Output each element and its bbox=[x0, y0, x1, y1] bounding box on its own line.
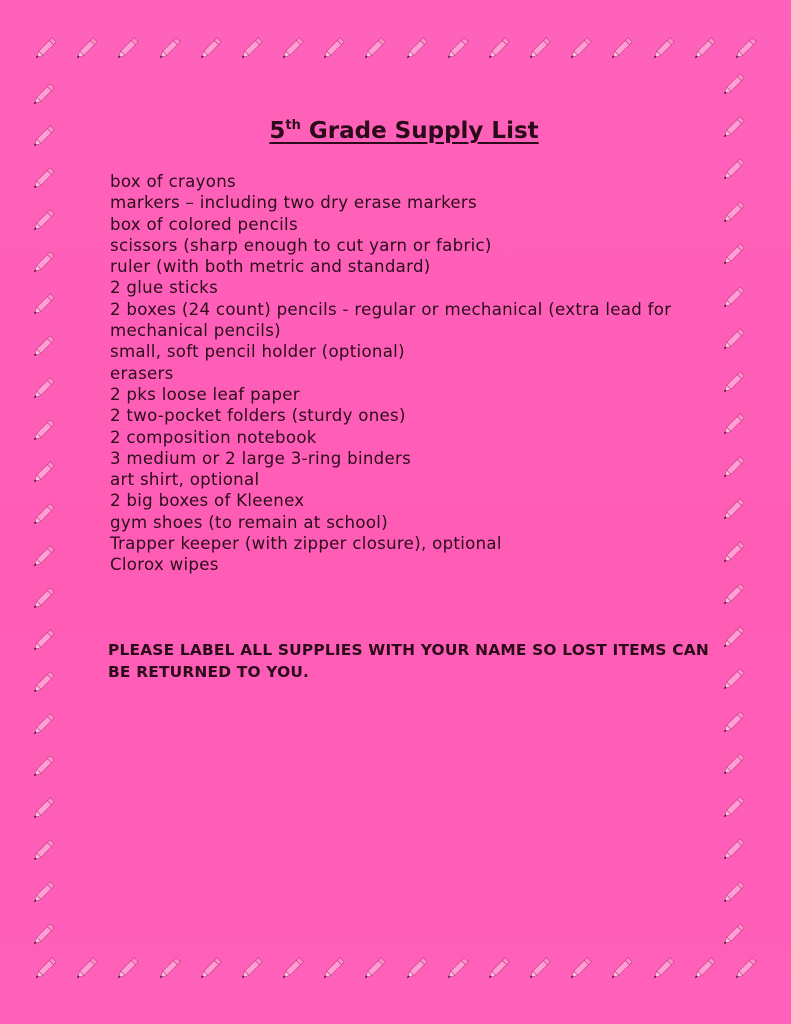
pencil-icon bbox=[565, 34, 595, 64]
list-item: markers – including two dry erase markers bbox=[110, 193, 477, 213]
list-item: scissors (sharp enough to cut yarn or fabric) bbox=[110, 235, 492, 255]
pencil-icon bbox=[718, 453, 748, 483]
pencil-icon bbox=[236, 34, 266, 64]
pencil-icon bbox=[28, 920, 58, 950]
title-text: Grade Supply List bbox=[308, 118, 539, 144]
pencil-icon bbox=[718, 793, 748, 823]
pencil-border-bottom bbox=[30, 954, 760, 994]
pencil-icon bbox=[718, 538, 748, 568]
pencil-icon bbox=[730, 954, 760, 984]
pencil-icon bbox=[112, 954, 142, 984]
supply-list bbox=[110, 171, 710, 576]
title-grade-number: 5 bbox=[269, 118, 286, 144]
pencil-icon bbox=[648, 954, 678, 984]
pencil-icon bbox=[28, 374, 58, 404]
list-item: erasers bbox=[110, 363, 174, 383]
list-item: 2 two-pocket folders (sturdy ones) bbox=[110, 406, 406, 426]
pencil-icon bbox=[359, 954, 389, 984]
list-item: 2 glue sticks bbox=[110, 278, 219, 298]
pencil-icon bbox=[112, 34, 142, 64]
pencil-icon bbox=[718, 325, 748, 355]
pencil-icon bbox=[401, 34, 431, 64]
pencil-icon bbox=[236, 954, 266, 984]
pencil-icon bbox=[401, 954, 431, 984]
pencil-icon bbox=[442, 34, 472, 64]
list-item: gym shoes (to remain at school) bbox=[110, 512, 388, 532]
pencil-icon bbox=[483, 34, 513, 64]
pencil-icon bbox=[648, 34, 678, 64]
pencil-icon bbox=[28, 626, 58, 656]
pencil-icon bbox=[28, 164, 58, 194]
label-supplies-notice: PLEASE LABEL ALL SUPPLIES WITH YOUR NAME SO LOST ITEMS CAN BE RETURNED TO YOU. bbox=[108, 641, 709, 681]
pencil-icon bbox=[195, 954, 225, 984]
pencil-icon bbox=[718, 665, 748, 695]
pencil-icon bbox=[565, 954, 595, 984]
list-item: box of crayons bbox=[110, 172, 236, 191]
pencil-icon bbox=[28, 710, 58, 740]
list-item: art shirt, optional bbox=[110, 470, 260, 490]
list-item: small, soft pencil holder (optional) bbox=[110, 342, 405, 362]
pencil-icon bbox=[718, 368, 748, 398]
pencil-icon bbox=[154, 34, 184, 64]
pencil-icon bbox=[277, 34, 307, 64]
pencil-icon bbox=[718, 623, 748, 653]
pencil-icon bbox=[718, 283, 748, 313]
pencil-icon bbox=[606, 954, 636, 984]
pencil-icon bbox=[718, 155, 748, 185]
pencil-icon bbox=[28, 668, 58, 698]
pencil-icon bbox=[524, 34, 554, 64]
pencil-icon bbox=[28, 458, 58, 488]
pencil-icon bbox=[28, 542, 58, 572]
pencil-icon bbox=[28, 80, 58, 110]
pencil-icon bbox=[28, 794, 58, 824]
pencil-icon bbox=[483, 954, 513, 984]
list-item: 2 big boxes of Kleenex bbox=[110, 491, 305, 511]
list-item: 2 boxes (24 count) pencils - regular or mechanical (extra lead for mechanical pencils) bbox=[110, 299, 672, 341]
pencil-icon bbox=[30, 34, 60, 64]
pencil-icon bbox=[154, 954, 184, 984]
pencil-icon bbox=[442, 954, 472, 984]
pencil-icon bbox=[718, 70, 748, 100]
pencil-icon bbox=[195, 34, 225, 64]
pencil-icon bbox=[28, 500, 58, 530]
pencil-icon bbox=[318, 954, 348, 984]
pencil-icon bbox=[277, 954, 307, 984]
pencil-icon bbox=[28, 248, 58, 278]
pencil-icon bbox=[30, 954, 60, 984]
pencil-icon bbox=[718, 878, 748, 908]
title-ordinal-suffix: th bbox=[285, 118, 301, 133]
list-item: ruler (with both metric and standard) bbox=[110, 257, 431, 277]
pencil-icon bbox=[359, 34, 389, 64]
pencil-border-right bbox=[718, 70, 760, 950]
pencil-icon bbox=[28, 836, 58, 866]
list-item: 3 medium or 2 large 3-ring binders bbox=[110, 448, 412, 468]
pencil-icon bbox=[71, 954, 101, 984]
pencil-icon bbox=[71, 34, 101, 64]
page-title bbox=[0, 118, 791, 144]
pencil-icon bbox=[718, 410, 748, 440]
pencil-icon bbox=[28, 752, 58, 782]
pencil-icon bbox=[28, 416, 58, 446]
pencil-icon bbox=[718, 750, 748, 780]
pencil-icon bbox=[718, 580, 748, 610]
pencil-icon bbox=[689, 34, 719, 64]
pencil-border-top bbox=[30, 34, 760, 74]
pencil-icon bbox=[718, 708, 748, 738]
list-item: 2 composition notebook bbox=[110, 427, 317, 447]
pencil-icon bbox=[718, 198, 748, 228]
pencil-icon bbox=[318, 34, 348, 64]
pencil-icon bbox=[718, 835, 748, 865]
pencil-icon bbox=[28, 206, 58, 236]
pencil-icon bbox=[524, 954, 554, 984]
pencil-icon bbox=[718, 240, 748, 270]
pencil-border-left bbox=[28, 80, 68, 950]
pencil-icon bbox=[28, 332, 58, 362]
list-item: 2 pks loose leaf paper bbox=[110, 384, 300, 404]
pencil-icon bbox=[28, 878, 58, 908]
list-item: Trapper keeper (with zipper closure), optional bbox=[110, 534, 502, 554]
pencil-icon bbox=[28, 290, 58, 320]
pencil-icon bbox=[718, 920, 748, 950]
pencil-icon bbox=[28, 584, 58, 614]
list-item: box of colored pencils bbox=[110, 214, 298, 234]
pencil-icon bbox=[730, 34, 760, 64]
pencil-icon bbox=[689, 954, 719, 984]
pencil-icon bbox=[606, 34, 636, 64]
pencil-icon bbox=[718, 495, 748, 525]
list-item: Clorox wipes bbox=[110, 555, 219, 575]
